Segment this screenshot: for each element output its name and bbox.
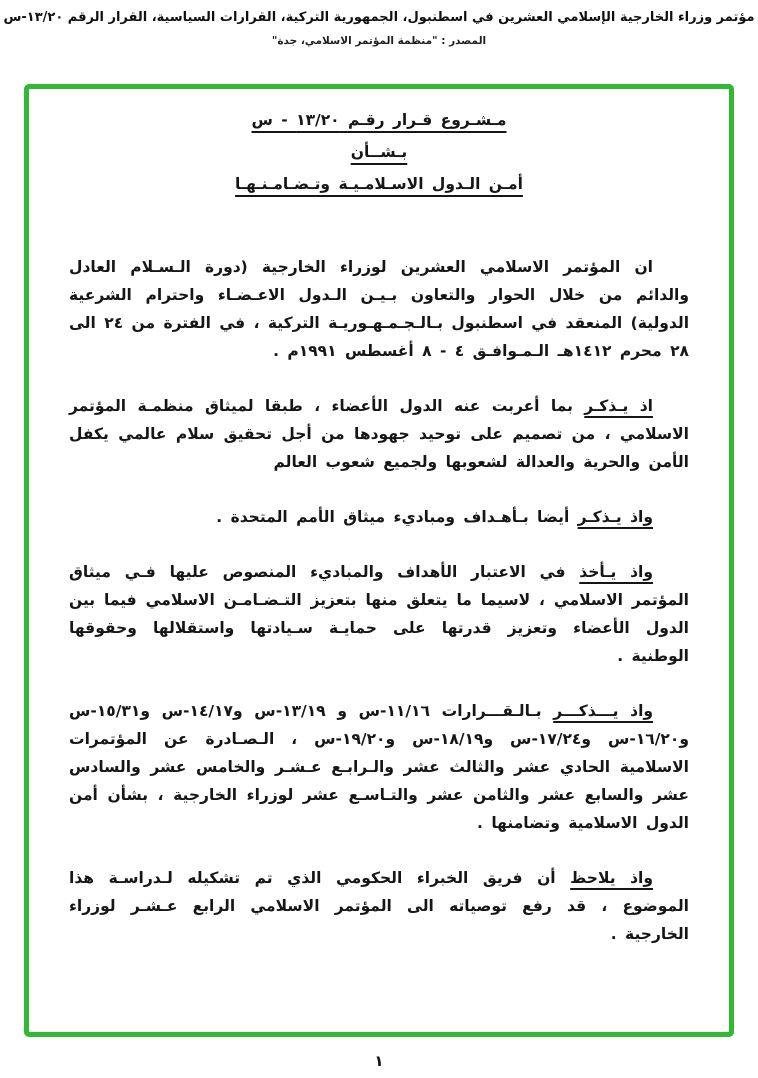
paragraph-text: ان المؤتمر الاسلامي العشرين لوزراء الخارجية (دورة الـسـلام العادل والدائم من خلال الحوار والتعاون بـيـن الـدول الاعـضـاء واحترام الشرعية الدولية) المنعقد في اسطنبول بـالـجـمـهـوريـة التركية ، في الفترة من ٢٤ الى ٢٨ محرم ١٤١٢هـ الـمـوافـق ٤ - ٨ أغسطس ١٩٩١م . xyxy=(69,258,690,360)
page-number: ١ xyxy=(374,1052,384,1070)
paragraph-lead-phrase: واذ يـأخذ xyxy=(579,563,653,581)
paragraph-lead-phrase: واذ يلاحظ xyxy=(570,869,653,887)
scanned-document-frame xyxy=(24,84,734,1037)
source-header xyxy=(0,0,758,47)
paragraph-text: بـالـقـــرارات ١١/١٦-س و ١٣/١٩-س و١٤/١٧-س و١٥/٣١-س و١٦/٢٠-س و١٧/٢٤-س و١٨/١٩-س و١٩/٢٠-س ، الـصـادرة عن المؤتمرات الاسلامية الحادي عشر والثالث عشر والـرابـع عـشـر والخامس عشر والسادس عشر والسابع عشر والثامن عشر والتـاسـع عشر لوزراء الخارجية ، بشأن أمن الدول الاسلامية وتضامنها . xyxy=(69,702,689,832)
paragraph-text: أيضا بـأهـداف ومباديء ميثاق الأمم المتحدة . xyxy=(216,508,578,526)
page-footer xyxy=(0,1052,758,1070)
paragraph-lead-phrase: واذ يـذكـر xyxy=(577,508,653,526)
paragraph-lead-phrase: واذ يـــذكـــر xyxy=(553,702,654,720)
resolution-number-title: مـشـروع قـرار رقـم ١٣/٢٠ - س xyxy=(251,111,507,129)
paragraph-text: أن فريق الخبراء الحكومي الذي تم تشكيله لـدراسـة هذا الموضوع ، قد رفع توصياته الى المؤتمر الاسلامي الرابع عـشـر لوزراء الخارجية . xyxy=(69,869,689,943)
header-citation: مؤتمر وزراء الخارجية الإسلامي العشرين في اسطنبول، الجمهورية التركية، القرارات السياسية، القرار الرقم ١٣/٢٠-س xyxy=(3,10,755,25)
paragraph-lead-phrase: اذ يـذكـر xyxy=(584,397,653,415)
preamble-paragraph xyxy=(69,697,689,837)
document-body xyxy=(29,89,729,1032)
preamble-paragraph xyxy=(69,503,689,531)
regarding-label: بـشــأن xyxy=(350,143,408,161)
resolution-title-block xyxy=(69,105,689,199)
resolution-subject-title: أمـن الـدول الاسـلامـيـة وتـضـامـنـهـا xyxy=(235,175,523,193)
paragraph-text: بما أعربت عنه الدول الأعضاء ، طبقا لميثاق منظمـة المؤتمر الاسلامي ، من تصميم على توحيد جهودها من أجل تحقيق سلام عالمي يكفل الأمن والحرية والعدالة لشعوبها ولجميع شعوب العالم xyxy=(69,397,689,471)
preamble-paragraph xyxy=(69,253,689,365)
header-source: المصدر : "منظمة المؤتمر الاسلامي، جدة" xyxy=(271,35,487,47)
paragraph-text: في الاعتبار الأهداف والمباديء المنصوص عليها فـي ميثاق المؤتمر الاسلامي ، لاسيما ما يتعلق منها بتعزيز التـضـامـن الاسلامي فيما بين الدول الأعضاء وتعزيز قدرتها على حمايـة سـيادتها واستقلالها وحقوقها الوطنية . xyxy=(69,563,689,665)
preamble-paragraph xyxy=(69,392,689,476)
preamble-paragraph xyxy=(69,864,689,948)
preamble-paragraph xyxy=(69,558,689,670)
